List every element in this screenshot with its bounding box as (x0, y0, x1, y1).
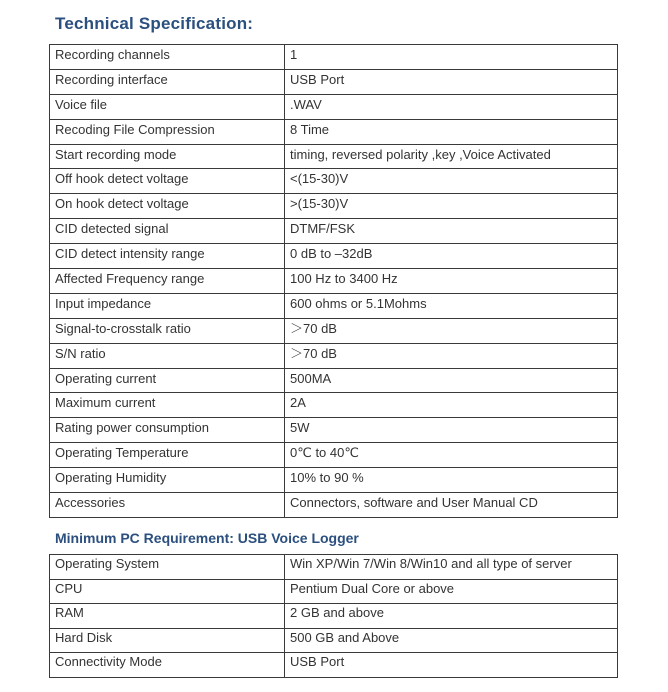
spec-label: Operating current (50, 368, 285, 393)
table-row (50, 393, 618, 418)
spec-value: ＞70 dB (285, 318, 618, 343)
technical-specification-table (49, 44, 618, 518)
table-row (50, 244, 618, 269)
table-row (50, 493, 618, 518)
requirement-value: 2 GB and above (285, 604, 618, 629)
spec-value: 0℃ to 40℃ (285, 443, 618, 468)
requirement-label: RAM (50, 604, 285, 629)
pc-requirement-heading: Minimum PC Requirement: USB Voice Logger (55, 530, 359, 546)
requirement-label: Hard Disk (50, 628, 285, 653)
table-row (50, 604, 618, 629)
requirement-value: Win XP/Win 7/Win 8/Win10 and all type of server (285, 555, 618, 580)
spec-value: 500MA (285, 368, 618, 393)
spec-value: USB Port (285, 69, 618, 94)
table-row (50, 628, 618, 653)
spec-label: Operating Humidity (50, 468, 285, 493)
spec-value: 600 ohms or 5.1Mohms (285, 293, 618, 318)
spec-label: Rating power consumption (50, 418, 285, 443)
table-row (50, 45, 618, 70)
spec-value: timing, reversed polarity ,key ,Voice Activated (285, 144, 618, 169)
spec-label: CID detect intensity range (50, 244, 285, 269)
pc-requirement-table (49, 554, 618, 678)
table-row (50, 69, 618, 94)
table-row (50, 418, 618, 443)
table-row (50, 468, 618, 493)
requirement-label: CPU (50, 579, 285, 604)
table-row (50, 94, 618, 119)
table-row (50, 119, 618, 144)
spec-label: Off hook detect voltage (50, 169, 285, 194)
spec-value: 5W (285, 418, 618, 443)
requirement-label: Connectivity Mode (50, 653, 285, 678)
spec-label: Operating Temperature (50, 443, 285, 468)
spec-label: Recoding File Compression (50, 119, 285, 144)
table-row (50, 368, 618, 393)
table-row (50, 194, 618, 219)
table-row (50, 269, 618, 294)
spec-value: Connectors, software and User Manual CD (285, 493, 618, 518)
requirement-label: Operating System (50, 555, 285, 580)
table-row (50, 343, 618, 368)
spec-label: Recording channels (50, 45, 285, 70)
spec-label: Signal-to-crosstalk ratio (50, 318, 285, 343)
spec-label: S/N ratio (50, 343, 285, 368)
requirement-value: USB Port (285, 653, 618, 678)
table-row (50, 653, 618, 678)
spec-value: DTMF/FSK (285, 219, 618, 244)
table-row (50, 443, 618, 468)
spec-label: CID detected signal (50, 219, 285, 244)
table-row (50, 293, 618, 318)
requirement-value: Pentium Dual Core or above (285, 579, 618, 604)
table-row (50, 579, 618, 604)
table-row (50, 219, 618, 244)
spec-value: <(15-30)V (285, 169, 618, 194)
table-row (50, 318, 618, 343)
spec-label: On hook detect voltage (50, 194, 285, 219)
spec-value: 2A (285, 393, 618, 418)
table-row (50, 555, 618, 580)
spec-value: 8 Time (285, 119, 618, 144)
table-row (50, 169, 618, 194)
table-row (50, 144, 618, 169)
requirement-value: 500 GB and Above (285, 628, 618, 653)
spec-label: Start recording mode (50, 144, 285, 169)
spec-value: 1 (285, 45, 618, 70)
spec-label: Affected Frequency range (50, 269, 285, 294)
spec-label: Accessories (50, 493, 285, 518)
spec-label: Input impedance (50, 293, 285, 318)
spec-value: ＞70 dB (285, 343, 618, 368)
spec-value: 100 Hz to 3400 Hz (285, 269, 618, 294)
spec-value: 0 dB to –32dB (285, 244, 618, 269)
spec-label: Recording interface (50, 69, 285, 94)
technical-specification-heading: Technical Specification: (55, 14, 254, 33)
spec-label: Voice file (50, 94, 285, 119)
spec-value: .WAV (285, 94, 618, 119)
spec-value: 10% to 90 % (285, 468, 618, 493)
spec-value: >(15-30)V (285, 194, 618, 219)
spec-label: Maximum current (50, 393, 285, 418)
